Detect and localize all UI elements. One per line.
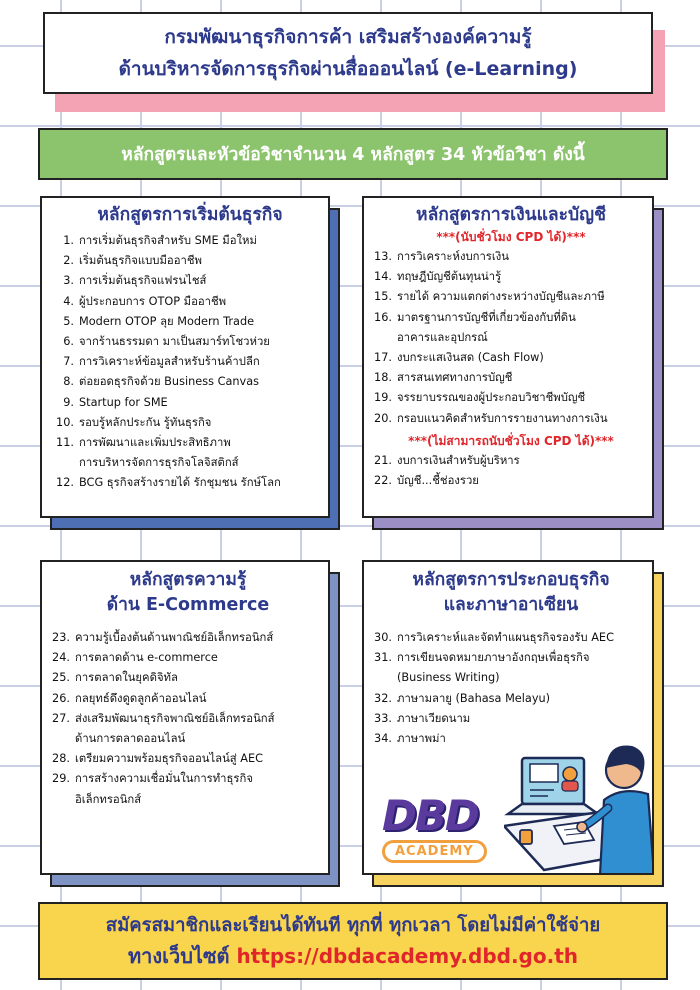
topic-number: 13. [374, 250, 392, 263]
course-topic-item [52, 292, 328, 312]
topic-number: 18. [374, 371, 392, 385]
course-title: หลักสูตรการเงินและบัญชี [416, 205, 606, 225]
topic-text-line: การวิเคราะห์งบการเงิน [397, 250, 509, 263]
topic-number: 2. [63, 254, 74, 268]
topic-text [79, 271, 206, 291]
course-title: หลักสูตรการเริ่มต้นธุรกิจ [97, 205, 283, 225]
course-topic-item [52, 413, 328, 433]
topic-text-line: การบริหารจัดการธุรกิจโลจิสติกส์ [79, 456, 239, 470]
course-topic-item [370, 689, 652, 709]
topic-text-line: ส่งเสริมพัฒนาธุรกิจพาณิชย์อิเล็กทรอนิกส์ [75, 711, 275, 725]
topic-text [75, 769, 253, 809]
topic-number: 30. [374, 631, 392, 644]
topic-text-line: Modern OTOP ลุย Modern Trade [79, 314, 255, 328]
topic-text-line: BCG ธุรกิจสร้างรายได้ รักชุมชน รักษ์โลก [79, 476, 281, 490]
topic-text-line: ต่อยอดธุรกิจด้วย Business Canvas [79, 375, 260, 389]
course-topic-item [52, 312, 328, 332]
topic-text-line: รอบรู้หลักประกัน รู้ทันธุรกิจ [79, 415, 212, 429]
course-topic-list [370, 451, 652, 491]
no-cpd-note: ***(ไม่สามารถนับชั่วโมง CPD ได้)*** [408, 433, 614, 448]
course-topic-item [48, 709, 328, 749]
footer-website-label: ทางเว็บไซต์ [127, 944, 230, 968]
course-topic-item [52, 332, 328, 352]
topic-number: 28. [52, 752, 70, 766]
topic-text-line: เริ่มต้นธุรกิจแบบมืออาชีพ [79, 254, 202, 268]
course-topic-item [370, 348, 652, 368]
course-topic-item [370, 648, 652, 688]
topic-number: 33. [374, 711, 392, 725]
course-card-finance [362, 196, 654, 518]
topic-text [79, 352, 260, 372]
topic-number: 9. [63, 395, 74, 409]
course-topic-item [370, 709, 652, 729]
course-topic-item [52, 372, 328, 392]
topic-text [397, 267, 501, 287]
topic-text-line: การสร้างความเชื่อมั่นในการทำธุรกิจ [75, 772, 253, 786]
topic-text [397, 628, 614, 648]
course-card-ecommerce [40, 560, 330, 875]
course-topic-item [370, 388, 652, 408]
topic-text [397, 729, 446, 749]
topic-text-line: การเขียนจดหมายภาษาอังกฤษเพื่อธุรกิจ [397, 651, 590, 665]
topic-number: 34. [374, 732, 392, 746]
course-title-line1: หลักสูตรความรู้ [129, 570, 247, 590]
footer-line1: สมัครสมาชิกและเรียนได้ทันที ทุกที่ ทุกเวลา โดยไม่มีค่าใช้จ่าย [105, 915, 601, 936]
course-topic-item [48, 689, 328, 709]
topic-text [79, 372, 259, 392]
cpd-note: ***(นับชั่วโมง CPD ได้)*** [436, 230, 586, 244]
topic-text [75, 749, 263, 769]
topic-text-line: การตลาดในยุคดิจิทัล [75, 671, 178, 685]
dbd-logo-mark: DBD [382, 791, 478, 840]
topic-text-line: อิเล็กทรอนิกส์ [75, 792, 142, 806]
topic-text-line: (Business Writing) [397, 671, 500, 685]
topic-text [79, 393, 168, 413]
topic-text-line: ภาษาพม่า [397, 732, 446, 746]
topic-number: 26. [52, 691, 70, 705]
topic-text-line: อาคารและอุปกรณ์ [397, 330, 488, 344]
student-laptop-illustration [504, 730, 654, 875]
topic-number: 20. [374, 411, 392, 425]
topic-text-line: ภาษาเวียดนาม [397, 711, 471, 725]
topic-text [397, 388, 585, 408]
topic-number: 21. [374, 453, 392, 467]
topic-text-line: เตรียมความพร้อมธุรกิจออนไลน์สู่ AEC [75, 752, 264, 766]
website-link[interactable]: https://dbdacademy.dbd.go.th [236, 944, 579, 968]
topic-number: 1. [63, 234, 74, 247]
topic-text-line: ทฤษฎีบัญชีต้นทุนน่ารู้ [397, 270, 502, 284]
topic-number: 10. [56, 415, 74, 429]
topic-text-line: กลยุทธ์ดึงดูดลูกค้าออนไลน์ [75, 691, 207, 705]
dbd-academy-logo [382, 791, 492, 866]
topic-number: 23. [52, 631, 70, 644]
course-topic-item [52, 251, 328, 271]
course-topic-item [52, 271, 328, 291]
course-topic-item [370, 247, 652, 267]
header-banner [43, 12, 653, 94]
topic-text [397, 247, 509, 267]
course-title-line1: หลักสูตรการประกอบธุรกิจ [412, 570, 610, 590]
topic-text [75, 689, 207, 709]
topic-text [397, 709, 470, 729]
topic-number: 6. [63, 335, 74, 349]
topic-number: 25. [52, 671, 70, 685]
topic-text-line: ความรู้เบื้องต้นด้านพาณิชย์อิเล็กทรอนิกส์ [75, 631, 274, 644]
course-topic-item [370, 409, 652, 429]
topic-text [75, 648, 218, 668]
topic-number: 12. [56, 476, 74, 490]
course-topic-item [370, 628, 652, 648]
topic-text [397, 689, 550, 709]
topic-text-line: กรอบแนวคิดสำหรับการรายงานทางการเงิน [397, 411, 608, 425]
topic-text-line: การวิเคราะห์ข้อมูลสำหรับร้านค้าปลีก [79, 355, 260, 369]
topic-number: 29. [52, 772, 70, 786]
topic-text-line: การเริ่มต้นธุรกิจสำหรับ SME มือใหม่ [79, 234, 257, 247]
topic-text-line: Startup for SME [79, 395, 168, 409]
course-topic-item [370, 308, 652, 348]
course-card-asean [362, 560, 654, 875]
topic-number: 5. [63, 314, 74, 328]
topic-text-line: งบกระแสเงินสด (Cash Flow) [397, 351, 544, 365]
topic-text [79, 292, 226, 312]
course-topic-item [52, 231, 328, 251]
topic-text-line: การวิเคราะห์และจัดทำแผนธุรกิจรองรับ AEC [397, 631, 614, 644]
topic-text [79, 231, 257, 251]
topic-text-line: บัญชี...ชี้ช่องรวย [397, 474, 479, 488]
topic-number: 3. [63, 274, 74, 288]
topic-text [397, 308, 576, 348]
course-card-startup [40, 196, 330, 518]
topic-text [79, 332, 270, 352]
course-topic-item [52, 473, 328, 493]
topic-text [79, 433, 239, 473]
topic-number: 11. [56, 436, 74, 450]
topic-text [397, 471, 479, 491]
summary-banner: หลักสูตรและหัวข้อวิชาจำนวน 4 หลักสูตร 34 หัวข้อวิชา ดังนี้ [38, 128, 668, 180]
topic-text [75, 709, 275, 749]
topic-number: 32. [374, 691, 392, 705]
topic-text-line: การพัฒนาและเพิ่มประสิทธิภาพ [79, 436, 231, 450]
topic-text-line: จรรยาบรรณของผู้ประกอบวิชาชีพบัญชี [397, 391, 586, 405]
topic-number: 14. [374, 270, 392, 284]
topic-number: 31. [374, 651, 392, 665]
topic-number: 8. [63, 375, 74, 389]
topic-text [79, 312, 254, 332]
topic-text-line: การเริ่มต้นธุรกิจแฟรนไชส์ [79, 274, 207, 288]
course-topic-item [52, 393, 328, 413]
topic-text [397, 648, 590, 688]
topic-text-line: มาตรฐานการบัญชีที่เกี่ยวข้องกับที่ดิน [397, 310, 576, 324]
dbd-logo-sub: ACADEMY [382, 840, 487, 863]
topic-text [397, 348, 544, 368]
topic-text-line: การตลาดด้าน e-commerce [75, 651, 218, 665]
footer-banner [38, 902, 668, 980]
topic-text-line: ด้านการตลาดออนไลน์ [75, 732, 186, 746]
course-topic-item [48, 668, 328, 688]
header-title-line2: ด้านบริหารจัดการธุรกิจผ่านสื่อออนไลน์ (e-Learning) [118, 58, 578, 80]
topic-number: 4. [63, 294, 74, 308]
course-title-line2: ด้าน E-Commerce [106, 595, 270, 615]
course-topic-item [370, 451, 652, 471]
topic-number: 15. [374, 290, 392, 304]
topic-text [75, 668, 178, 688]
topic-text [79, 251, 202, 271]
topic-number: 16. [374, 310, 392, 324]
footer-line2 [128, 941, 578, 971]
topic-text [397, 451, 520, 471]
topic-text [79, 413, 211, 433]
course-title-line2: และภาษาอาเซียน [443, 595, 579, 615]
course-topic-list [48, 628, 328, 810]
topic-number: 19. [374, 391, 392, 405]
course-topic-item [52, 433, 328, 473]
course-topic-list [370, 247, 652, 429]
topic-text-line: ภาษามลายู (Bahasa Melayu) [397, 691, 551, 705]
course-topic-item [48, 648, 328, 668]
topic-number: 24. [52, 651, 70, 665]
topic-number: 22. [374, 474, 392, 488]
topic-number: 7. [63, 355, 74, 369]
course-topic-item [370, 471, 652, 491]
topic-text-line: ผู้ประกอบการ OTOP มืออาชีพ [79, 294, 227, 308]
topic-text-line: จากร้านธรรมดา มาเป็นสมาร์ทโชวห่วย [79, 335, 270, 349]
topic-number: 27. [52, 711, 70, 725]
topic-text-line: งบการเงินสำหรับผู้บริหาร [397, 453, 520, 467]
course-topic-item [48, 628, 328, 648]
topic-text [397, 409, 608, 429]
laptop-icon [508, 758, 598, 814]
topic-text-line: สารสนเทศทางการบัญชี [397, 371, 513, 385]
course-topic-item [370, 287, 652, 307]
topic-text [397, 368, 512, 388]
header-title-line1: กรมพัฒนาธุรกิจการค้า เสริมสร้างองค์ความรู้ [164, 26, 532, 48]
course-topic-item [370, 267, 652, 287]
topic-text-line: รายได้ ความแตกต่างระหว่างบัญชีและภาษี [397, 290, 605, 304]
course-topic-item [48, 769, 328, 809]
course-topic-list [52, 231, 328, 494]
course-topic-item [48, 749, 328, 769]
course-topic-item [370, 368, 652, 388]
topic-text [79, 473, 281, 493]
topic-number: 17. [374, 351, 392, 365]
topic-text [75, 628, 273, 648]
course-topic-item [52, 352, 328, 372]
topic-text [397, 287, 605, 307]
